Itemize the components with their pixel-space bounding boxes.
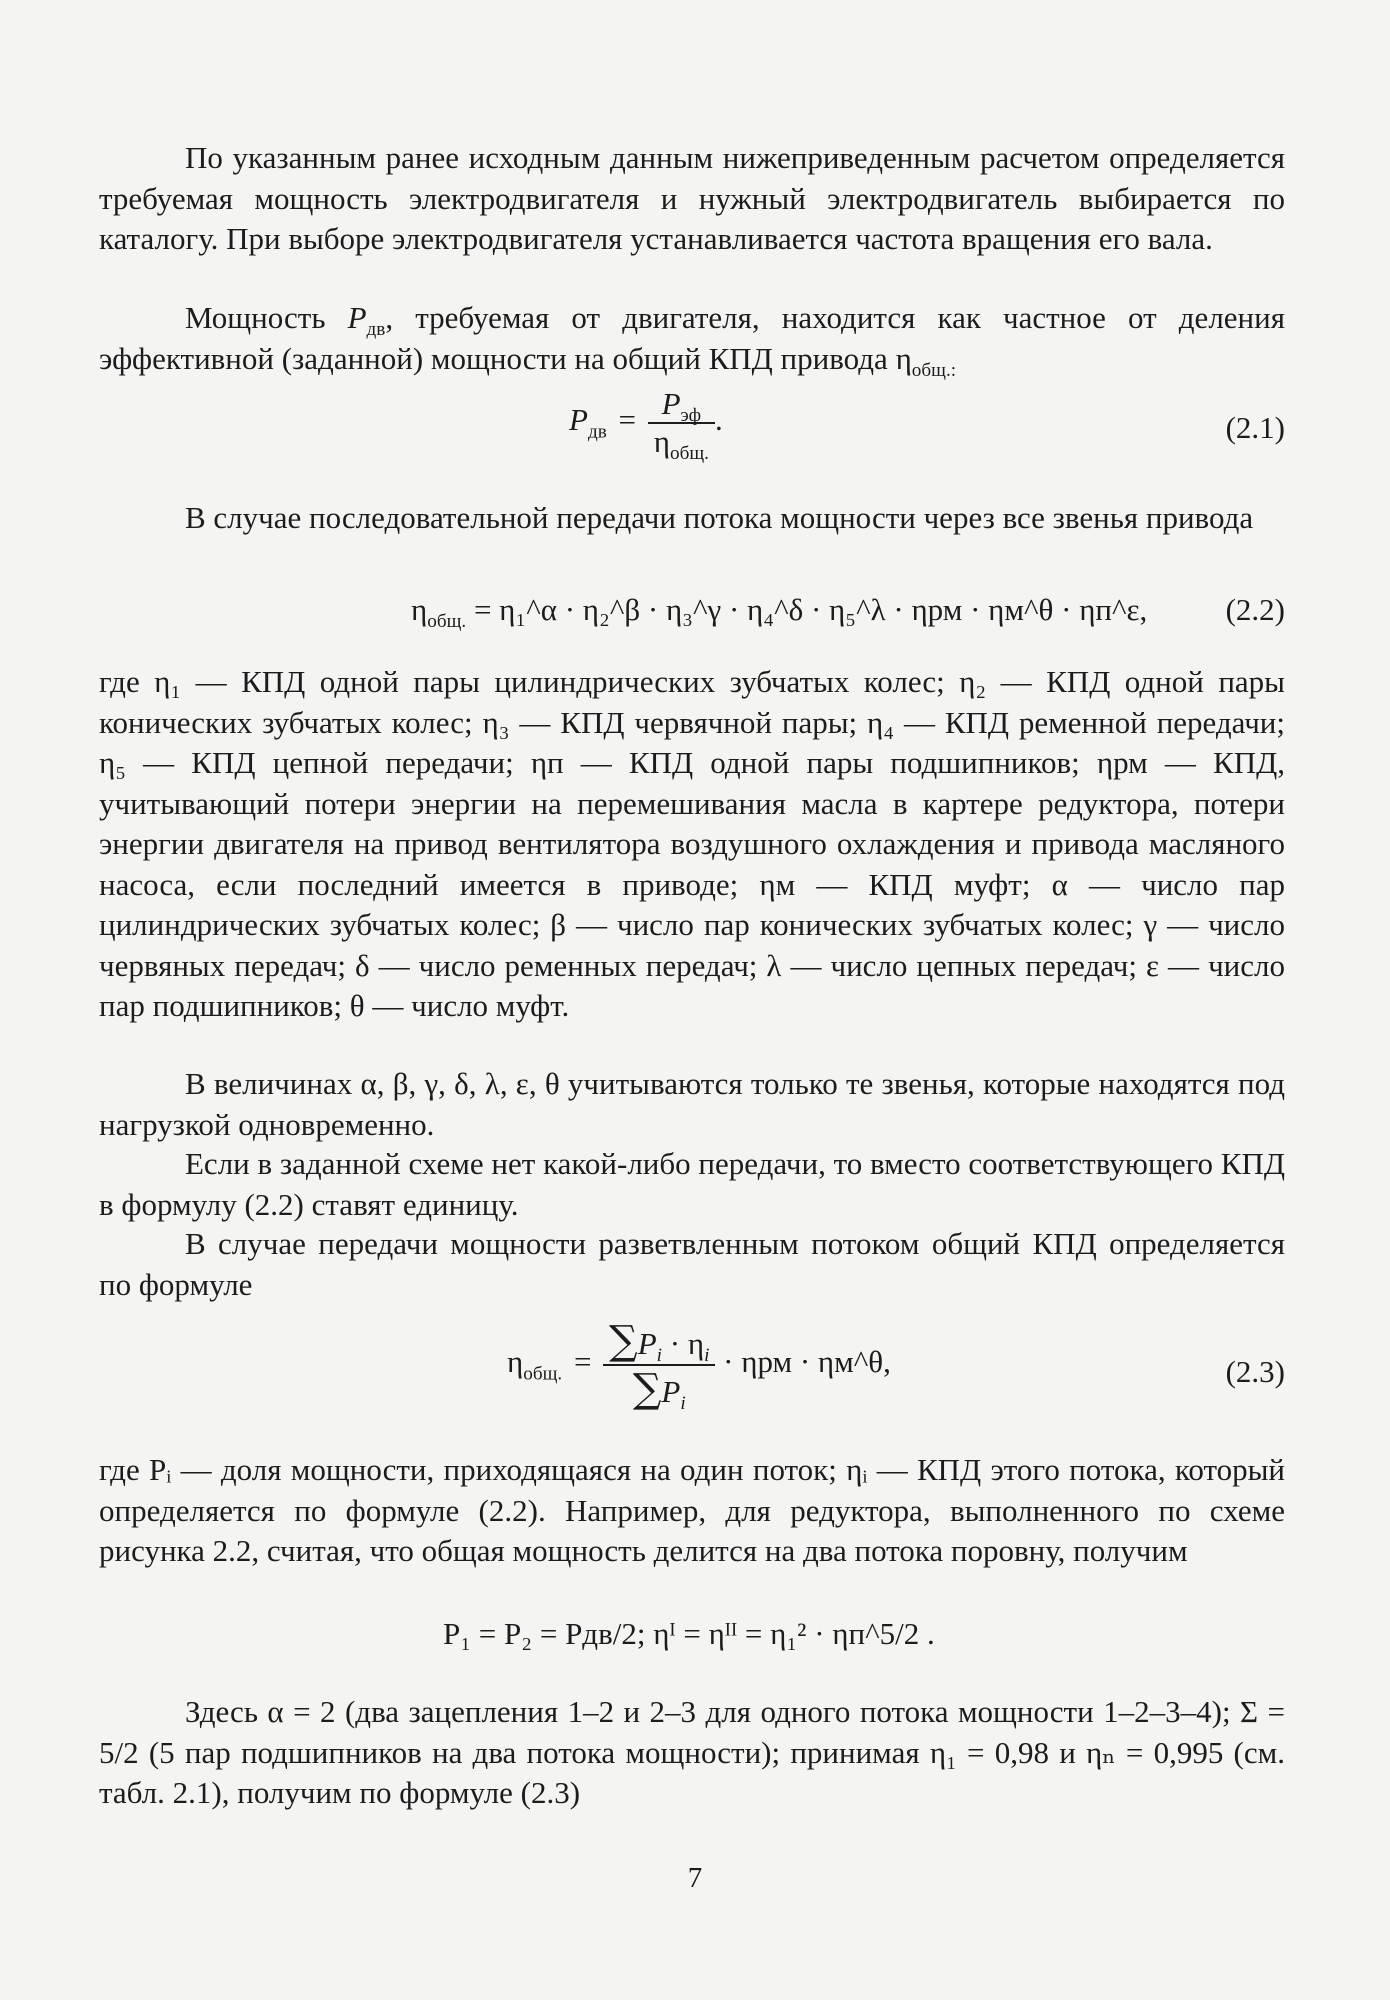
fraction-power: $\frac{P_{эф}}{\eta_{общ.}}$ xyxy=(648,386,715,460)
paragraph-calculation: Здесь α = 2 (два зацепления 1–2 и 2–3 для одного потока мощности 1–2–3–4); Σ = 5/2 (5 пар подшипников на два потока мощности); принимая η₁ = 0,98 и ηₙ = 0,995 (см. табл. 2.1), получим по формуле (2.3) xyxy=(99,1694,1285,1810)
equation-flow-split: P₁ = P₂ = Pдв/2; ηᴵ = ηᴵᴵ = η₁² · ηп^5/2 . xyxy=(443,1616,935,1651)
equation-number: (2.3) xyxy=(1225,1354,1285,1389)
fraction-sum: $\frac{\sum P_i \cdot \eta_i}{\sum P_i}$ xyxy=(603,1318,715,1412)
equation-2-3: $\eta_{общ.}$ = $\frac{\sum P_i \cdot \eta_i}{\sum P_i}$ · ηрм · ηм^θ, (2.3) xyxy=(507,1318,1285,1415)
paragraph-loaded-links: В величинах α, β, γ, δ, λ, ε, θ учитываются только те звенья, которые находятся под нагрузкой одновременно. xyxy=(99,1066,1285,1142)
paragraph-missing-transmission: Если в заданной схеме нет какой-либо передачи, то вместо соответствующего КПД в формулу (2.2) ставят единицу. xyxy=(99,1146,1285,1222)
equation-2-2: $\eta_{общ.}$ = η₁^α · η₂^β · η₃^γ · η₄^δ · η₅^λ · ηрм · ηм^θ · ηп^ε, (2.2) xyxy=(411,592,1285,633)
paragraph-branched-flow: В случае передачи мощности разветвленным потоком общий КПД определяется по формуле xyxy=(99,1226,1285,1302)
paragraph-definitions: где η₁ — КПД одной пары цилиндрических зубчатых колес; η₂ — КПД одной пары конических зубчатых колес; η₃ — КПД червячной пары; η₄ — КПД ременной передачи; η₅ — КПД цепной передачи; ηп — КПД одной пары подшипников; ηрм — КПД, учитывающий потери энергии на перемешивания масла в картере редуктора, потери энергии двигателя на привод вентилятора воздушного охлаждения и привода масляного насоса, если последний имеется в приводе; ηм — КПД муфт; α — число пар цилиндрических зубчатых колес; β — число пар конических зубчатых колес; γ — число червяных передач; δ — число ременных передач; λ — число цепных передач; ε — число пар подшипников; θ — число муфт. xyxy=(99,664,1285,1023)
equation-number: (2.1) xyxy=(1225,410,1285,445)
page-number: 7 xyxy=(687,1862,703,1894)
equation-2-1: $P_{дв}$ = $\frac{P_{эф}}{\eta_{общ.}}$ . (2.1) xyxy=(569,386,1285,465)
paragraph-example: где Pᵢ — доля мощности, приходящаяся на один поток; ηᵢ — КПД этого потока, который определяется по формуле (2.2). Например, для редуктора, выполненного по схеме рисунка 2.2, считая, что общая мощность делится на два потока поровну, получим xyxy=(99,1452,1285,1568)
paragraph-intro: По указанным ранее исходным данным нижеприведенным расчетом определяется требуемая мощность электродвигателя и нужный электродвигатель выбирается по каталогу. При выборе электродвигателя устанавливается частота вращения его вала. xyxy=(99,140,1285,256)
paragraph-power-definition: Мощность $P_{дв}$, требуемая от двигателя, находится как частное от деления эффективной (заданной) мощности на общий КПД привода $\eta_{общ.:}$ xyxy=(99,300,1285,381)
paragraph-sequential: В случае последовательной передачи потока мощности через все звенья привода xyxy=(185,500,1254,535)
equation-number: (2.2) xyxy=(1225,592,1285,627)
